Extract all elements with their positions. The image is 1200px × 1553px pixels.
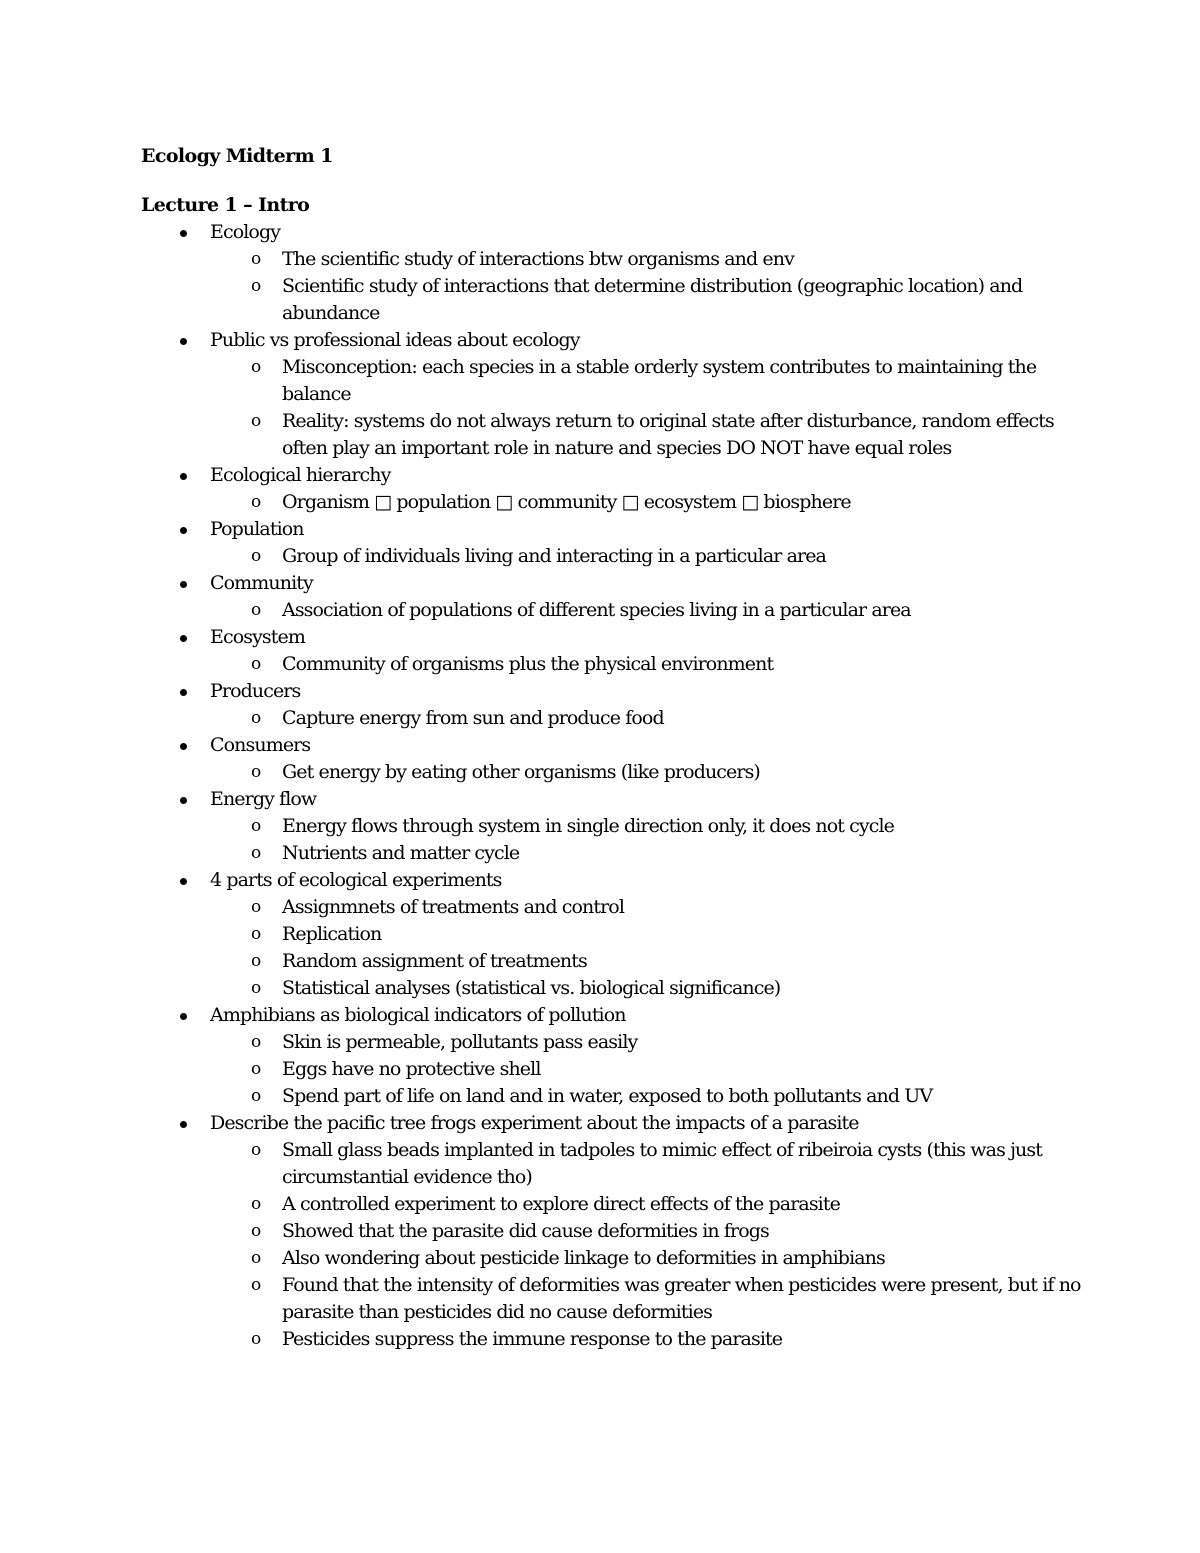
list-item [141,570,1081,624]
sub-list-item-text: Skin is permeable, pollutants pass easily [282,1031,638,1053]
circle-bullet-icon: o [251,762,261,782]
sub-list-item-text: Association of populations of different species living in a particular area [282,599,911,621]
bullet-icon [180,581,187,588]
circle-bullet-icon: o [251,654,261,674]
sub-list [210,759,1081,786]
sub-list-item [141,1029,1081,1056]
sub-list-item-text: Community of organisms plus the physical environment [282,653,774,675]
circle-bullet-icon: o [251,492,261,512]
circle-bullet-icon: o [251,708,261,728]
circle-bullet-icon: o [251,897,261,917]
sub-list-item [141,354,1081,408]
sub-list-item [141,408,1081,462]
circle-bullet-icon: o [251,1059,261,1079]
sub-list-item [141,948,1081,975]
bullet-icon [180,527,187,534]
circle-bullet-icon: o [251,1194,261,1214]
sub-list-item [141,597,1081,624]
sub-list-item-text: Nutrients and matter cycle [282,842,520,864]
sub-list-item [141,840,1081,867]
list-item [141,867,1081,1002]
sub-list-item-text: Reality: systems do not always return to original state after disturbance, random effects often play an important role in nature and species DO NOT have equal roles [282,410,1054,459]
sub-list-item [141,894,1081,921]
circle-bullet-icon: o [251,978,261,998]
sub-list [210,597,1081,624]
bullet-icon [180,1121,187,1128]
circle-bullet-icon: o [251,600,261,620]
sub-list-item-text: Misconception: each species in a stable orderly system contributes to maintaining the balance [282,356,1037,405]
list-item-label: Amphibians as biological indicators of pollution [210,1004,626,1026]
sub-list-item [141,651,1081,678]
list-item [141,462,1081,516]
sub-list-item [141,273,1081,327]
list-item-label: Describe the pacific tree frogs experiment about the impacts of a parasite [210,1112,859,1134]
sub-list [210,354,1081,462]
sub-list-item-text: Group of individuals living and interacting in a particular area [282,545,826,567]
circle-bullet-icon: o [251,1329,261,1349]
bullet-icon [180,635,187,642]
sub-list-item-text: Found that the intensity of deformities was greater when pesticides were present, but if no parasite than pesticides did no cause deformities [282,1274,1081,1323]
sub-list-item-text: Energy flows through system in single direction only, it does not cycle [282,815,895,837]
bullet-icon [180,473,187,480]
sub-list-item [141,1191,1081,1218]
sub-list [210,489,1081,516]
sub-list-item-text: Organism □ population □ community □ ecosystem □ biosphere [282,491,851,513]
list-item [141,219,1081,327]
sub-list-item-text: Random assignment of treatments [282,950,587,972]
sub-list-item-text: Small glass beads implanted in tadpoles to mimic effect of ribeiroia cysts (this was just circumstantial evidence tho) [282,1139,1042,1188]
lecture-heading: Lecture 1 – Intro [141,194,310,216]
sub-list [210,705,1081,732]
sub-list-item [141,1083,1081,1110]
list-item-label: Energy flow [210,788,317,810]
list-item-label: Population [210,518,304,540]
sub-list-item-text: Eggs have no protective shell [282,1058,541,1080]
list-item [141,516,1081,570]
sub-list-item-text: The scientific study of interactions btw organisms and env [282,248,794,270]
circle-bullet-icon: o [251,411,261,431]
sub-list-item [141,705,1081,732]
list-item-label: Producers [210,680,301,702]
sub-list [210,246,1081,327]
bullet-icon [180,230,187,237]
sub-list-item-text: Statistical analyses (statistical vs. biological significance) [282,977,781,999]
sub-list-item [141,246,1081,273]
list-item-label: 4 parts of ecological experiments [210,869,502,891]
sub-list-item-text: Capture energy from sun and produce food [282,707,664,729]
sub-list-item-text: Pesticides suppress the immune response to the parasite [282,1328,783,1350]
list-item-label: Community [210,572,313,594]
circle-bullet-icon: o [251,276,261,296]
sub-list-item [141,759,1081,786]
sub-list-item-text: Get energy by eating other organisms (like producers) [282,761,760,783]
bullet-icon [180,797,187,804]
sub-list-item-text: Spend part of life on land and in water, exposed to both pollutants and UV [282,1085,933,1107]
sub-list-item [141,1056,1081,1083]
sub-list-item [141,1137,1081,1191]
list-item [141,1002,1081,1110]
circle-bullet-icon: o [251,951,261,971]
sub-list [210,543,1081,570]
sub-list [210,1137,1081,1353]
circle-bullet-icon: o [251,843,261,863]
sub-list-item-text: Scientific study of interactions that determine distribution (geographic location) and abundance [282,275,1023,324]
sub-list [210,651,1081,678]
sub-list [210,894,1081,1002]
list-item [141,624,1081,678]
circle-bullet-icon: o [251,249,261,269]
bullet-icon [180,338,187,345]
circle-bullet-icon: o [251,1248,261,1268]
list-item [141,678,1081,732]
list-item [141,327,1081,462]
bullet-icon [180,1013,187,1020]
sub-list-item-text: A controlled experiment to explore direct effects of the parasite [282,1193,840,1215]
circle-bullet-icon: o [251,357,261,377]
list-item-label: Ecological hierarchy [210,464,391,486]
circle-bullet-icon: o [251,1275,261,1295]
sub-list-item [141,975,1081,1002]
sub-list-item [141,1326,1081,1353]
list-item-label: Ecology [210,221,281,243]
circle-bullet-icon: o [251,546,261,566]
bullet-icon [180,878,187,885]
sub-list-item-text: Showed that the parasite did cause deformities in frogs [282,1220,769,1242]
list-item [141,1110,1081,1353]
list-item [141,732,1081,786]
sub-list-item [141,813,1081,840]
sub-list-item-text: Also wondering about pesticide linkage to deformities in amphibians [282,1247,885,1269]
list-item-label: Consumers [210,734,311,756]
sub-list [210,813,1081,867]
list-item-label: Public vs professional ideas about ecology [210,329,580,351]
circle-bullet-icon: o [251,816,261,836]
sub-list-item [141,1272,1081,1326]
document-title: Ecology Midterm 1 [141,145,333,167]
circle-bullet-icon: o [251,1086,261,1106]
sub-list-item [141,543,1081,570]
list-item-label: Ecosystem [210,626,305,648]
document-page [141,140,1081,1353]
sub-list [210,1029,1081,1110]
sub-list-item [141,1218,1081,1245]
circle-bullet-icon: o [251,924,261,944]
circle-bullet-icon: o [251,1140,261,1160]
sub-list-item [141,1245,1081,1272]
bullet-icon [180,743,187,750]
circle-bullet-icon: o [251,1032,261,1052]
bullet-icon [180,689,187,696]
sub-list-item [141,921,1081,948]
sub-list-item-text: Replication [282,923,382,945]
sub-list-item [141,489,1081,516]
list-item [141,786,1081,867]
circle-bullet-icon: o [251,1221,261,1241]
outline-list [141,219,1081,1353]
sub-list-item-text: Assignmnets of treatments and control [282,896,624,918]
